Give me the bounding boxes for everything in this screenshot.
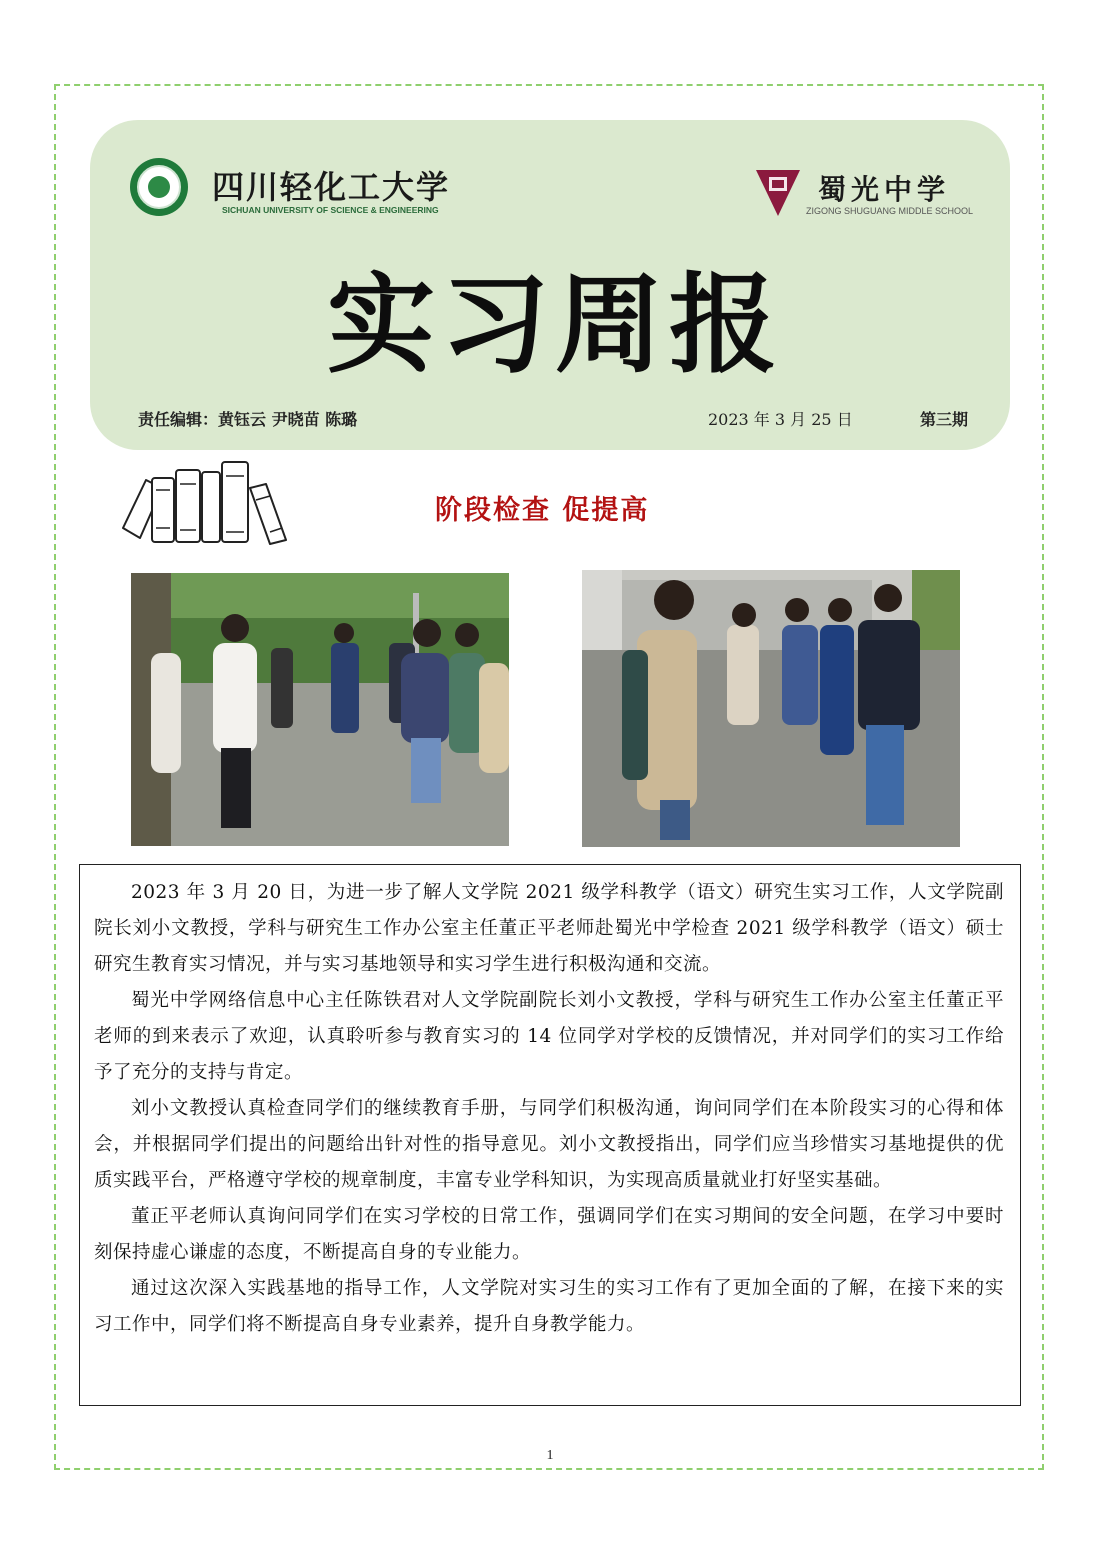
newsletter-title: 实习周报: [326, 262, 783, 388]
photo-inspection-conversation: [582, 570, 960, 847]
university-seal-icon: [130, 158, 188, 216]
university-name: 四川轻化工大学: [212, 168, 451, 206]
newsletter-header: [90, 120, 1010, 450]
section-title: 阶段检查 促提高: [435, 495, 650, 526]
issue-date: 2023 年 3 月 25 日: [708, 410, 853, 429]
photo-group-meeting-outdoor: [131, 573, 509, 846]
article-paragraph: 2023 年 3 月 20 日，为进一步了解人文学院 2021 级学科教学（语文）研究生实习工作，人文学院副院长刘小文教授，学科与研究生工作办公室主任董正平老师赴蜀光中学检查 2021 级学科教学（语文）硕士研究生教育实习情况，并与实习基地领导和实习学生进行积极沟通和交流。: [94, 882, 1004, 975]
university-logo: [130, 158, 460, 220]
school-emblem-icon: [756, 168, 800, 218]
editors-credit: 责任编辑：黄钰云 尹晓苗 陈璐: [138, 410, 358, 429]
article-paragraph: 蜀光中学网络信息中心主任陈铁君对人文学院副院长刘小文教授，学科与研究生工作办公室主任董正平老师的到来表示了欢迎，认真聆听参与教育实习的 14 位同学对学校的反馈情况，并对同学们的实习工作给予了充分的支持与肯定。: [94, 990, 1004, 1083]
books-illustration-icon: [118, 458, 288, 548]
page-number: 1: [546, 1448, 554, 1463]
issue-number: 第三期: [920, 410, 969, 429]
school-name-english: ZIGONG SHUGUANG MIDDLE SCHOOL: [806, 206, 974, 216]
university-name-english: SICHUAN UNIVERSITY OF SCIENCE & ENGINEERING: [222, 205, 439, 215]
school-name: 蜀光中学: [818, 173, 951, 206]
article-paragraph: 董正平老师认真询问同学们在实习学校的日常工作，强调同学们在实习期间的安全问题，在学习中要时刻保持虚心谦虚的态度，不断提高自身的专业能力。: [94, 1206, 1004, 1263]
article-paragraph: 通过这次深入实践基地的指导工作，人文学院对实习生的实习工作有了更加全面的了解，在接下来的实习工作中，同学们将不断提高自身专业素养，提升自身教学能力。: [94, 1278, 1004, 1335]
article-paragraph: 刘小文教授认真检查同学们的继续教育手册，与同学们积极沟通，询问同学们在本阶段实习的心得和体会，并根据同学们提出的问题给出针对性的指导意见。刘小文教授指出，同学们应当珍惜实习基地提供的优质实践平台，严格遵守学校的规章制度，丰富专业学科知识，为实现高质量就业打好坚实基础。: [94, 1098, 1004, 1191]
article-body: [79, 864, 1021, 1406]
school-logo: [756, 168, 986, 220]
